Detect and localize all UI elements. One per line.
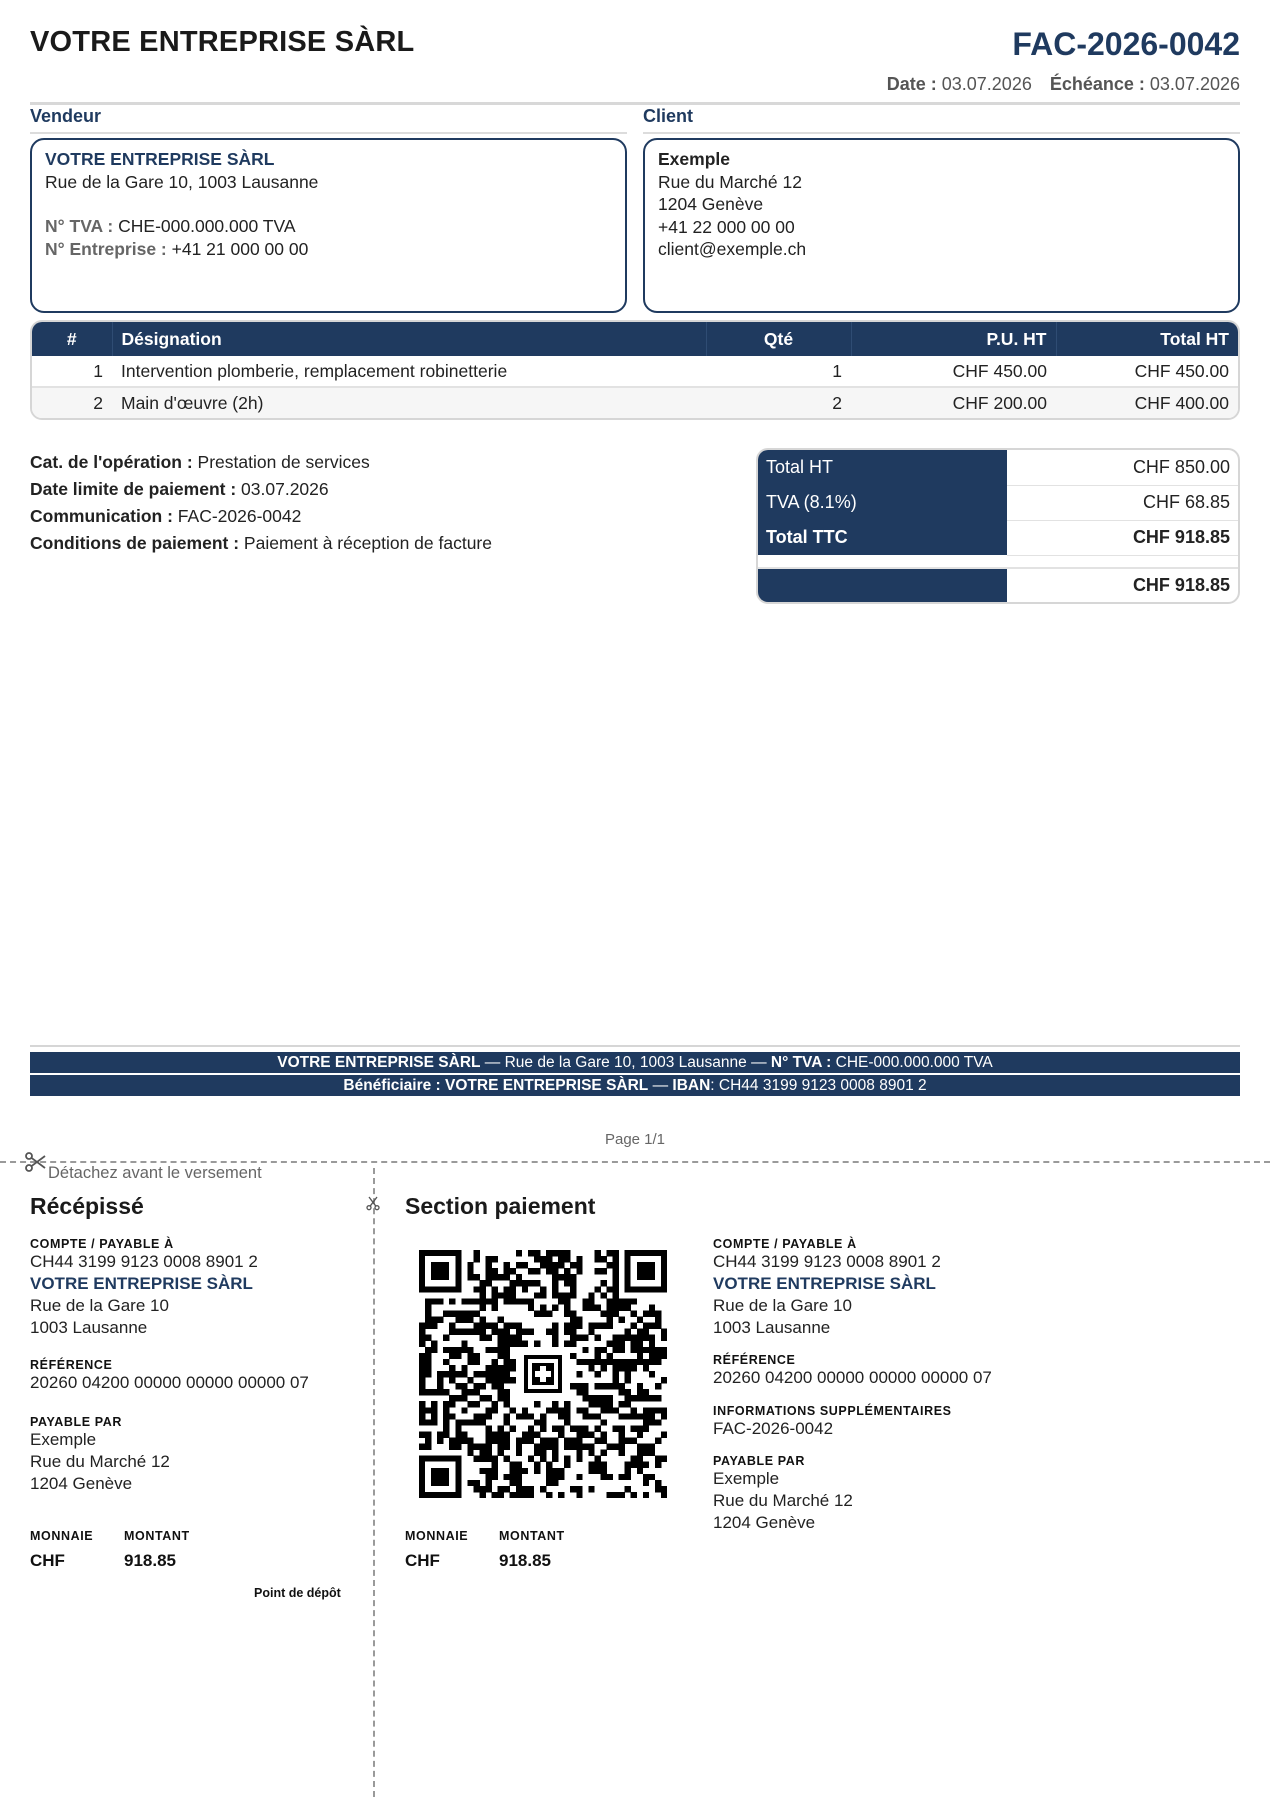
footer-vat-label: N° TVA : [770,1054,832,1071]
client-heading-rule [643,132,1240,134]
payment-title: Section paiement [405,1193,596,1219]
col-header-quantity: Qté [706,322,851,356]
footer-iban-label: IBAN [672,1077,711,1094]
footer-iban-separator: — [652,1077,669,1094]
cell-quantity: 2 [706,387,851,418]
total-ttc-value: CHF 918.85 [1007,520,1238,555]
totals-box [756,448,1240,604]
payment-currency: CHF [405,1551,440,1570]
company-title: VOTRE ENTREPRISE SÀRL [30,26,415,58]
payment-debtor [713,1454,853,1534]
receipt-currency: CHF [30,1551,65,1570]
client-email: client@exemple.ch [658,239,807,259]
payment-additional-info [713,1404,952,1440]
seller-box [30,138,627,313]
receipt-reference-label: RÉFÉRENCE [30,1358,113,1372]
payment-debtor-street: Rue du Marché 12 [713,1491,853,1510]
cell-total: CHF 450.00 [1056,356,1238,387]
payment-debtor-city: 1204 Genève [713,1513,816,1532]
conditions-line [30,530,492,557]
payment-info [30,449,492,557]
vat-label: TVA (8.1%) [758,485,1007,520]
seller-name: VOTRE ENTREPRISE SÀRL [45,149,275,169]
cell-unit-price: CHF 200.00 [851,387,1056,418]
date-label: Date : [886,74,937,94]
receipt-debtor-name: Exemple [30,1430,97,1449]
total-ht-value: CHF 850.00 [1007,450,1238,485]
category-line [30,449,492,476]
cell-designation: Intervention plomberie, remplacement robinetterie [112,356,706,387]
footer-company: VOTRE ENTREPRISE SÀRL [277,1054,481,1071]
client-phone: +41 22 000 00 00 [658,216,795,237]
items-header-row [32,322,1238,356]
invoice-date: 03.07.2026 [941,74,1032,94]
total-ht-label: Total HT [758,450,1007,485]
seller-vat-line [45,215,612,238]
due-date: 03.07.2026 [1149,74,1240,94]
communication-line [30,503,492,530]
receipt-depot-point: Point de dépôt [254,1586,341,1600]
vat-value: CHF 68.85 [1007,485,1238,520]
detach-line-vertical [373,1168,375,1797]
payment-account-label: COMPTE / PAYABLE À [713,1237,857,1251]
page-number: Page 1/1 [604,1131,666,1148]
payment-payable-by-label: PAYABLE PAR [713,1454,806,1468]
vat-row [758,485,1238,520]
payment-currency-label: MONNAIE [405,1529,469,1543]
receipt-debtor-street: Rue du Marché 12 [30,1452,170,1471]
footer-vat: CHE-000.000.000 TVA [835,1054,993,1071]
amount-due-value: CHF 918.85 [1132,575,1230,595]
receipt-reference-value: 20260 04200 00000 00000 00000 07 [30,1373,309,1392]
footer-beneficiary: Bénéficiaire : VOTRE ENTREPRISE SÀRL [343,1077,649,1094]
amount-due-label [758,568,1007,602]
receipt-creditor-city: 1003 Lausanne [30,1318,148,1337]
cell-number: 1 [32,356,112,387]
category-label: Cat. de l'opération : [30,452,193,472]
cell-unit-price: CHF 450.00 [851,356,1056,387]
deadline-line [30,476,492,503]
receipt-iban: CH44 3199 9123 0008 8901 2 [30,1252,258,1271]
seller-address: Rue de la Gare 10, 1003 Lausanne [45,171,319,192]
receipt-amount: 918.85 [124,1551,176,1570]
seller-heading: Vendeur [30,106,102,126]
receipt-creditor [30,1237,258,1339]
header-divider [30,102,1240,105]
detach-line [0,1161,1270,1163]
invoice-dates [887,74,1240,95]
receipt-title: Récépissé [30,1193,144,1219]
swiss-qr-code [419,1250,667,1503]
payment-additional-label: INFORMATIONS SUPPLÉMENTAIRES [713,1404,952,1418]
items-table [30,320,1240,420]
conditions-label: Conditions de paiement : [30,533,240,553]
communication-label: Communication : [30,506,173,526]
due-date-label: Échéance : [1049,74,1145,94]
payment-creditor-city: 1003 Lausanne [713,1318,831,1337]
payment-reference-value: 20260 04200 00000 00000 00000 07 [713,1368,992,1387]
cell-number: 2 [32,387,112,418]
payment-debtor-name: Exemple [713,1469,780,1488]
seller-company-no: +41 21 000 00 00 [171,238,309,259]
cell-designation: Main d'œuvre (2h) [112,387,706,418]
table-row [32,387,1238,418]
seller-vat: CHE-000.000.000 TVA [118,216,296,236]
seller-vat-label: N° TVA : [45,216,114,236]
receipt-debtor-city: 1204 Genève [30,1474,133,1493]
payment-amount-label: MONTANT [499,1529,565,1543]
footer-company-line [30,1052,1240,1073]
footer-iban: : CH44 3199 9123 0008 8901 2 [710,1077,927,1094]
receipt-debtor [30,1415,170,1495]
scissors-icon [365,1195,381,1216]
deadline-label: Date limite de paiement : [30,479,237,499]
conditions-value: Paiement à réception de facture [243,533,492,553]
receipt-creditor-name: VOTRE ENTREPRISE SÀRL [30,1274,253,1293]
communication-value: FAC-2026-0042 [177,506,302,526]
client-name: Exemple [658,149,730,169]
payment-creditor-name: VOTRE ENTREPRISE SÀRL [713,1274,936,1293]
seller-company-no-label: N° Entreprise : [45,238,167,259]
seller-heading-rule [30,132,627,134]
client-heading: Client [643,106,694,126]
payment-creditor-street: Rue de la Gare 10 [713,1296,852,1315]
client-city: 1204 Genève [658,194,764,214]
payment-reference-label: RÉFÉRENCE [713,1353,796,1367]
amount-due-row [758,568,1238,602]
category-value: Prestation de services [197,452,370,472]
cell-total: CHF 400.00 [1056,387,1238,418]
receipt-currency-label: MONNAIE [30,1529,94,1543]
cell-quantity: 1 [706,356,851,387]
client-street: Rue du Marché 12 [658,171,802,192]
receipt-creditor-street: Rue de la Gare 10 [30,1296,169,1315]
footer-address: — Rue de la Gare 10, 1003 Lausanne — [484,1054,767,1071]
total-ht-row [758,450,1238,485]
table-row [32,356,1238,387]
payment-iban: CH44 3199 9123 0008 8901 2 [713,1252,941,1271]
total-ttc-label: Total TTC [758,520,1007,555]
detach-instruction: Détachez avant le versement [48,1164,262,1182]
footer-bank-line [30,1075,1240,1096]
payment-reference [713,1353,992,1389]
deadline-value: 03.07.2026 [241,479,329,499]
totals-spacer [758,555,1238,568]
payment-creditor [713,1237,941,1339]
total-ttc-row [758,520,1238,555]
col-header-total: Total HT [1056,322,1238,356]
payment-amount: 918.85 [499,1551,551,1570]
invoice-number: FAC-2026-0042 [1012,26,1240,62]
receipt-amount-label: MONTANT [124,1529,190,1543]
col-header-designation: Désignation [112,322,706,356]
col-header-unit-price: P.U. HT [851,322,1056,356]
footer-divider [30,1045,1240,1047]
scissors-icon [24,1150,48,1179]
col-header-number: # [32,322,112,356]
seller-company-no-line [45,238,612,261]
receipt-account-label: COMPTE / PAYABLE À [30,1237,174,1251]
client-box [643,138,1240,313]
receipt-payable-by-label: PAYABLE PAR [30,1415,123,1429]
payment-additional-value: FAC-2026-0042 [713,1419,834,1438]
receipt-reference [30,1358,309,1394]
